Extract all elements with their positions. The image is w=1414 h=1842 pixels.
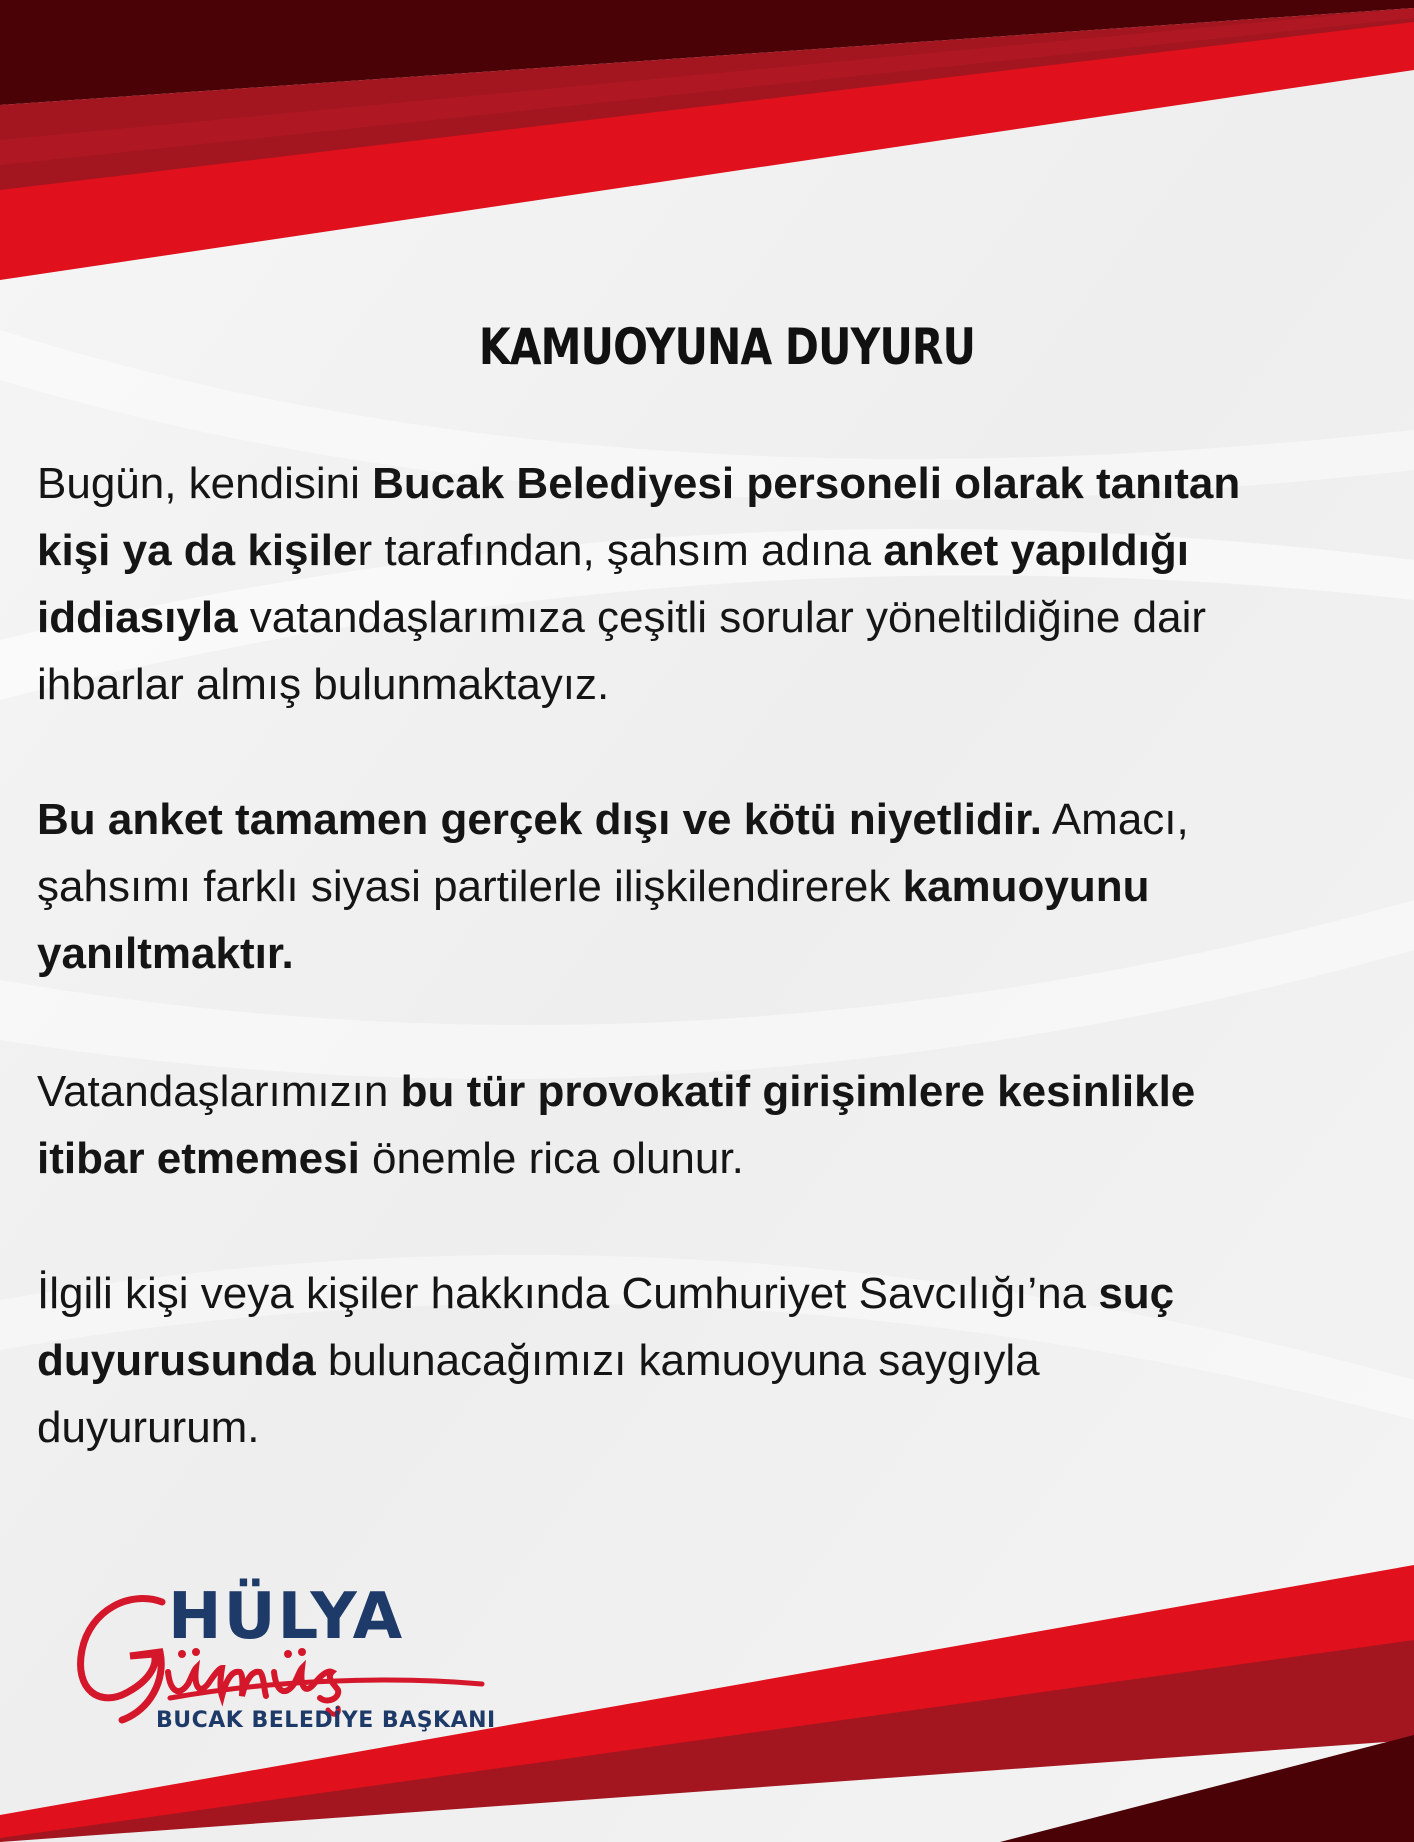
text-line xyxy=(37,1058,1195,1125)
text-run: ihbarlar almış bulunmaktayız. xyxy=(37,660,610,709)
bold-text-run: yanıltmaktır. xyxy=(37,929,294,978)
text-run: İlgili kişi veya kişiler hakkında Cumhuriyet Savcılığı’na xyxy=(37,1269,1099,1318)
text-run: önemle rica olunur. xyxy=(359,1134,744,1183)
text-line xyxy=(37,584,1240,651)
text-run: duyururum. xyxy=(37,1403,260,1452)
page-title: KAMUOYUNA DUYURU xyxy=(478,318,976,376)
paragraph xyxy=(37,450,1240,718)
text-line xyxy=(37,1394,1174,1461)
bold-text-run: kamuoyunu xyxy=(902,862,1150,911)
bold-text-run: itibar etmemesi xyxy=(37,1134,360,1183)
text-run: Amacı, xyxy=(1042,795,1189,844)
text-line xyxy=(37,651,1240,718)
bold-text-run: Bucak Belediyesi personeli olarak tanıtan xyxy=(372,459,1241,508)
bold-text-run: kişi ya da kişile xyxy=(37,526,358,575)
mayor-logo xyxy=(70,1580,510,1740)
text-line xyxy=(37,786,1189,853)
text-line xyxy=(37,1125,1195,1192)
logo-subtitle: BUCAK BELEDİYE BAŞKANI xyxy=(156,1708,496,1733)
text-run: vatandaşlarımıza çeşitli sorular yöneltildiğine dair xyxy=(237,593,1206,642)
bold-text-run: iddiasıyla xyxy=(37,593,238,642)
text-run: bulunacağımızı kamuoyuna saygıyla xyxy=(315,1336,1040,1385)
bold-text-run: suç xyxy=(1098,1269,1175,1318)
text-line xyxy=(37,1260,1174,1327)
text-line xyxy=(37,517,1240,584)
bold-text-run: duyurusunda xyxy=(37,1336,316,1385)
text-run: Bugün, kendisini xyxy=(37,459,373,508)
text-run: r tarafından, şahsım adına xyxy=(357,526,884,575)
paragraph xyxy=(37,1058,1195,1192)
text-run: Vatandaşlarımızın xyxy=(37,1067,401,1116)
text-line xyxy=(37,1327,1174,1394)
text-line xyxy=(37,853,1189,920)
bold-text-run: Bu anket tamamen gerçek dışı ve kötü niyetlidir. xyxy=(37,795,1043,844)
paragraph xyxy=(37,786,1189,987)
text-run: şahsımı farklı siyasi partilerle ilişkilendirerek xyxy=(37,862,903,911)
text-line xyxy=(37,920,1189,987)
paragraph xyxy=(37,1260,1174,1461)
text-line xyxy=(37,450,1240,517)
bold-text-run: bu tür provokatif girişimlere kesinlikle xyxy=(400,1067,1196,1116)
bold-text-run: anket yapıldığı xyxy=(883,526,1189,575)
logo-first-name: HÜLYA xyxy=(168,1580,405,1654)
